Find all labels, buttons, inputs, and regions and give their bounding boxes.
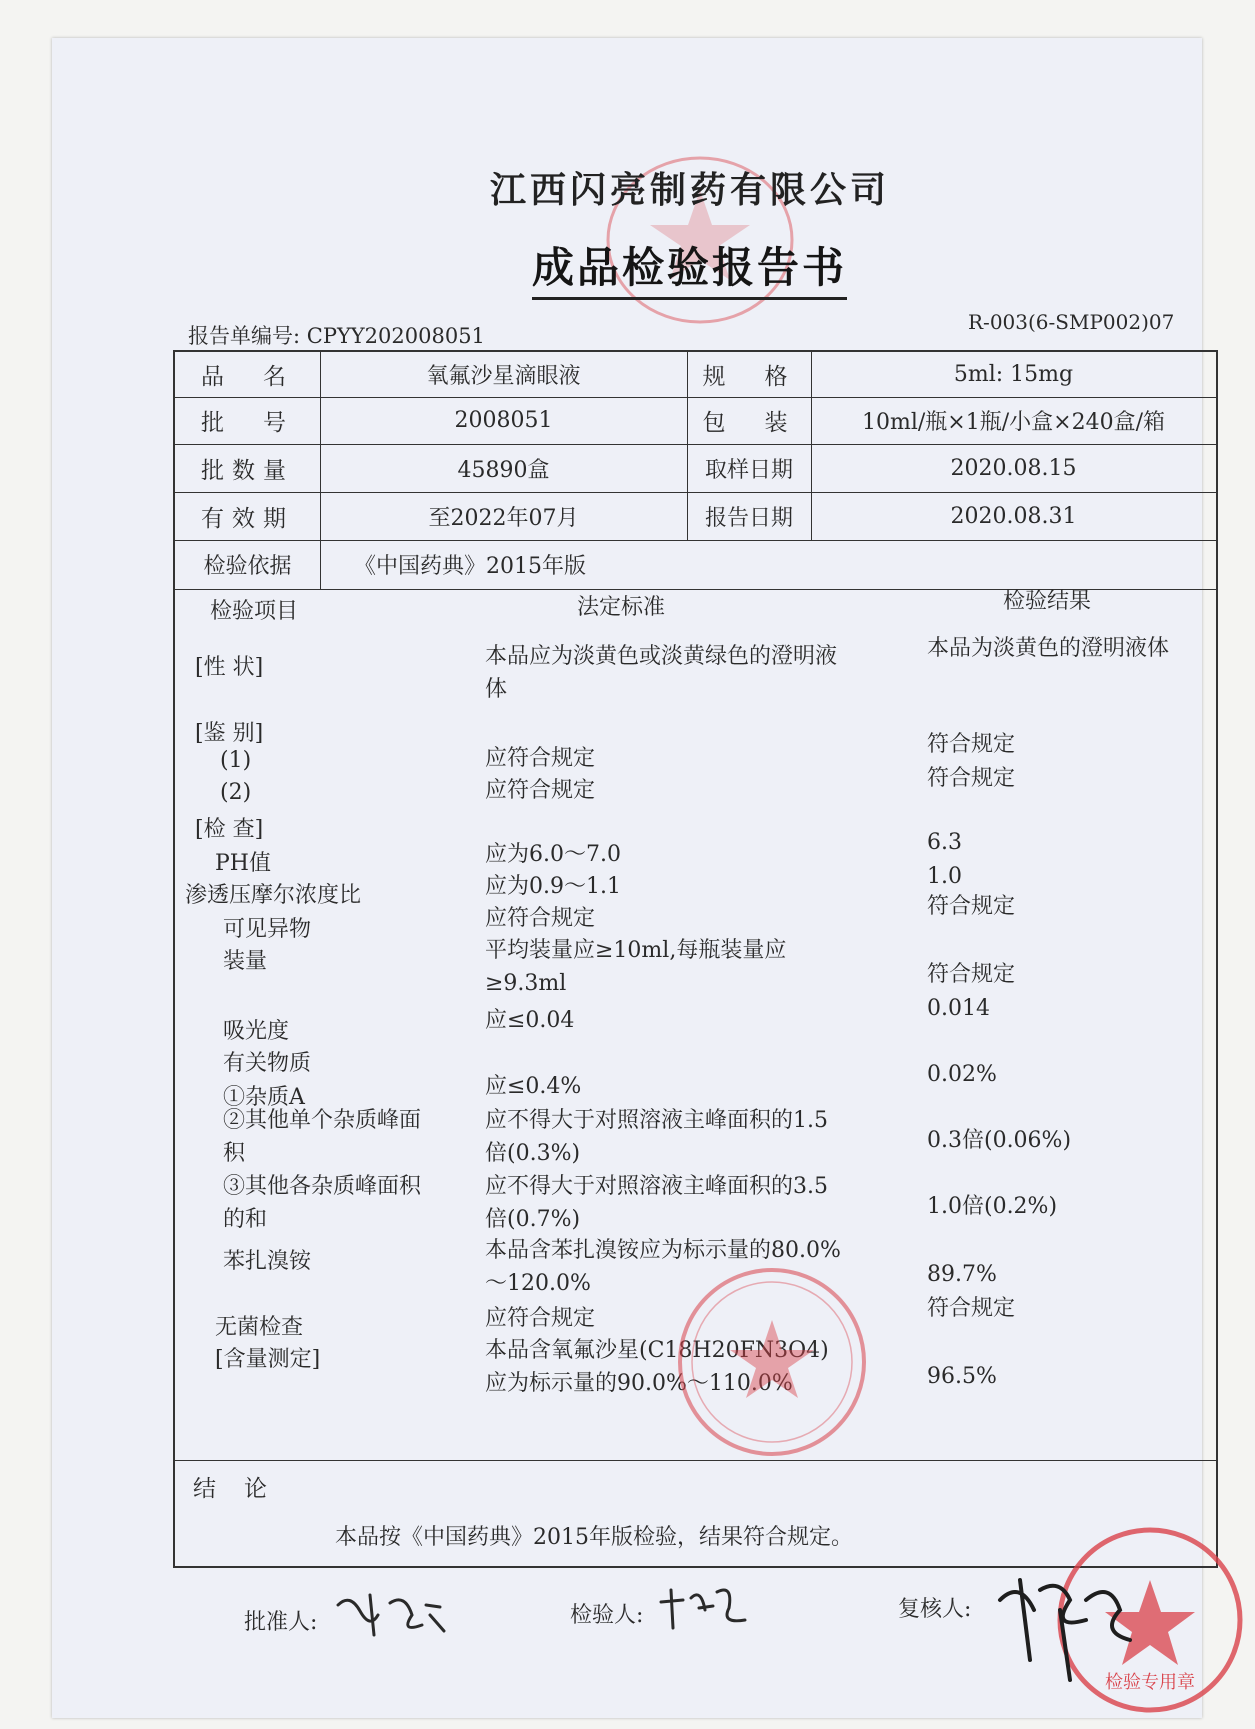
- test-standard: 应不得大于对照溶液主峰面积的1.5倍(0.3%): [485, 1108, 828, 1166]
- test-item: [含量测定]: [215, 1347, 321, 1372]
- expiry-label: 有效期: [201, 505, 294, 532]
- conclusion-text: 本品按《中国药典》2015年版检验，结果符合规定。: [335, 1525, 853, 1550]
- test-item: 有关物质: [223, 1051, 312, 1076]
- test-standard: 应≤0.04: [485, 1008, 575, 1033]
- qty-value: 45890盒: [457, 457, 550, 483]
- report-number: 报告单编号: CPYY202008051: [188, 324, 485, 348]
- test-result: 89.7%: [927, 1262, 997, 1287]
- header-standard: 法定标准: [577, 595, 666, 620]
- stamp-label: 检验专用章: [1105, 1672, 1195, 1693]
- test-standard: 应不得大于对照溶液主峰面积的3.5倍(0.7%): [485, 1174, 828, 1232]
- test-item: 装量: [223, 949, 268, 974]
- product-value: 氧氟沙星滴眼液: [426, 364, 581, 389]
- reviewer-label: 复核人:: [898, 1597, 972, 1622]
- expiry-value: 至2022年07月: [428, 505, 579, 531]
- qty-label: 批数量: [201, 457, 294, 484]
- sample-date-label: 取样日期: [704, 457, 793, 483]
- test-standard: 应≤0.4%: [485, 1074, 582, 1099]
- test-item: [检 查]: [195, 817, 264, 842]
- test-standard: 平均装量应≥10ml,每瓶装量应≥9.3ml: [485, 938, 787, 996]
- test-item: 无菌检查: [215, 1315, 304, 1340]
- test-item: 可见异物: [223, 917, 312, 942]
- form-code: R-003(6-SMP002)07: [968, 310, 1175, 334]
- report-title: 成品检验报告书: [532, 235, 847, 300]
- conclusion-label: 结论: [193, 1476, 295, 1502]
- test-standard: 本品应为淡黄色或淡黄绿色的澄明液体: [485, 644, 838, 702]
- reviewer-signature: [990, 1560, 1140, 1694]
- test-result: 0.014: [927, 996, 990, 1021]
- product-label: 品 名: [201, 364, 294, 390]
- test-result: 96.5%: [927, 1364, 997, 1389]
- test-item: 苯扎溴铵: [223, 1249, 312, 1274]
- test-result: 0.3倍(0.06%): [927, 1128, 1072, 1153]
- test-standard: 应为6.0～7.0: [485, 842, 621, 867]
- spec-value: 5ml: 15mg: [953, 362, 1074, 387]
- test-item: (1): [220, 748, 252, 773]
- test-result: 符合规定: [927, 732, 1016, 757]
- test-item: [鉴 别]: [195, 721, 264, 746]
- test-result: 符合规定: [927, 1296, 1016, 1321]
- test-item: ①杂质A: [223, 1085, 305, 1110]
- approver-label: 批准人:: [244, 1610, 318, 1635]
- approver-signature: [330, 1585, 450, 1649]
- pack-value: 10ml/瓶×1瓶/小盒×240盒/箱: [862, 410, 1165, 435]
- test-result: 符合规定: [927, 962, 1016, 987]
- test-item: ③其他各杂质峰面积的和: [223, 1174, 422, 1232]
- test-result: 0.02%: [927, 1062, 997, 1087]
- test-standard: 本品含苯扎溴铵应为标示量的80.0%～120.0%: [485, 1238, 841, 1296]
- test-item: [性 状]: [195, 655, 264, 680]
- center-company-stamp: [672, 1262, 872, 1466]
- report-date-value: 2020.08.31: [950, 503, 1077, 529]
- header-result: 检验结果: [1003, 589, 1092, 614]
- test-item: ②其他单个杂质峰面积: [223, 1108, 422, 1166]
- test-standard: 本品含氧氟沙星(C18H20FN3O4)应为标示量的90.0%～110.0%: [485, 1338, 829, 1396]
- company-name: 江西闪亮制药有限公司: [490, 169, 891, 211]
- test-standard: 应符合规定: [485, 906, 596, 931]
- header-item: 检验项目: [210, 599, 299, 624]
- test-item: 渗透压摩尔浓度比: [185, 883, 362, 908]
- test-result: 1.0: [927, 864, 962, 889]
- test-item: (2): [220, 780, 252, 805]
- test-standard: 应符合规定: [485, 778, 596, 803]
- test-result: 1.0倍(0.2%): [927, 1194, 1058, 1219]
- test-standard: 应符合规定: [485, 1306, 596, 1331]
- test-standard: 应符合规定: [485, 746, 596, 771]
- basis-label: 检验依据: [203, 554, 292, 579]
- test-result: 本品为淡黄色的澄明液体: [927, 636, 1170, 661]
- test-standard: 应为0.9～1.1: [485, 874, 621, 899]
- basis-value: 《中国药典》2015年版: [354, 554, 586, 579]
- inspector-label: 检验人:: [570, 1603, 644, 1628]
- test-item: PH值: [215, 851, 271, 876]
- report-date-label: 报告日期: [704, 505, 793, 531]
- pack-label: 包 装: [702, 410, 796, 436]
- sample-date-value: 2020.08.15: [950, 455, 1077, 481]
- test-result: 符合规定: [927, 766, 1016, 791]
- spec-label: 规 格: [702, 364, 796, 390]
- batch-label: 批 号: [201, 410, 294, 436]
- batch-value: 2008051: [454, 408, 553, 433]
- inspector-signature: [655, 1578, 755, 1642]
- test-result: 6.3: [927, 830, 962, 855]
- test-result: 符合规定: [927, 894, 1016, 919]
- test-item: 吸光度: [223, 1019, 290, 1044]
